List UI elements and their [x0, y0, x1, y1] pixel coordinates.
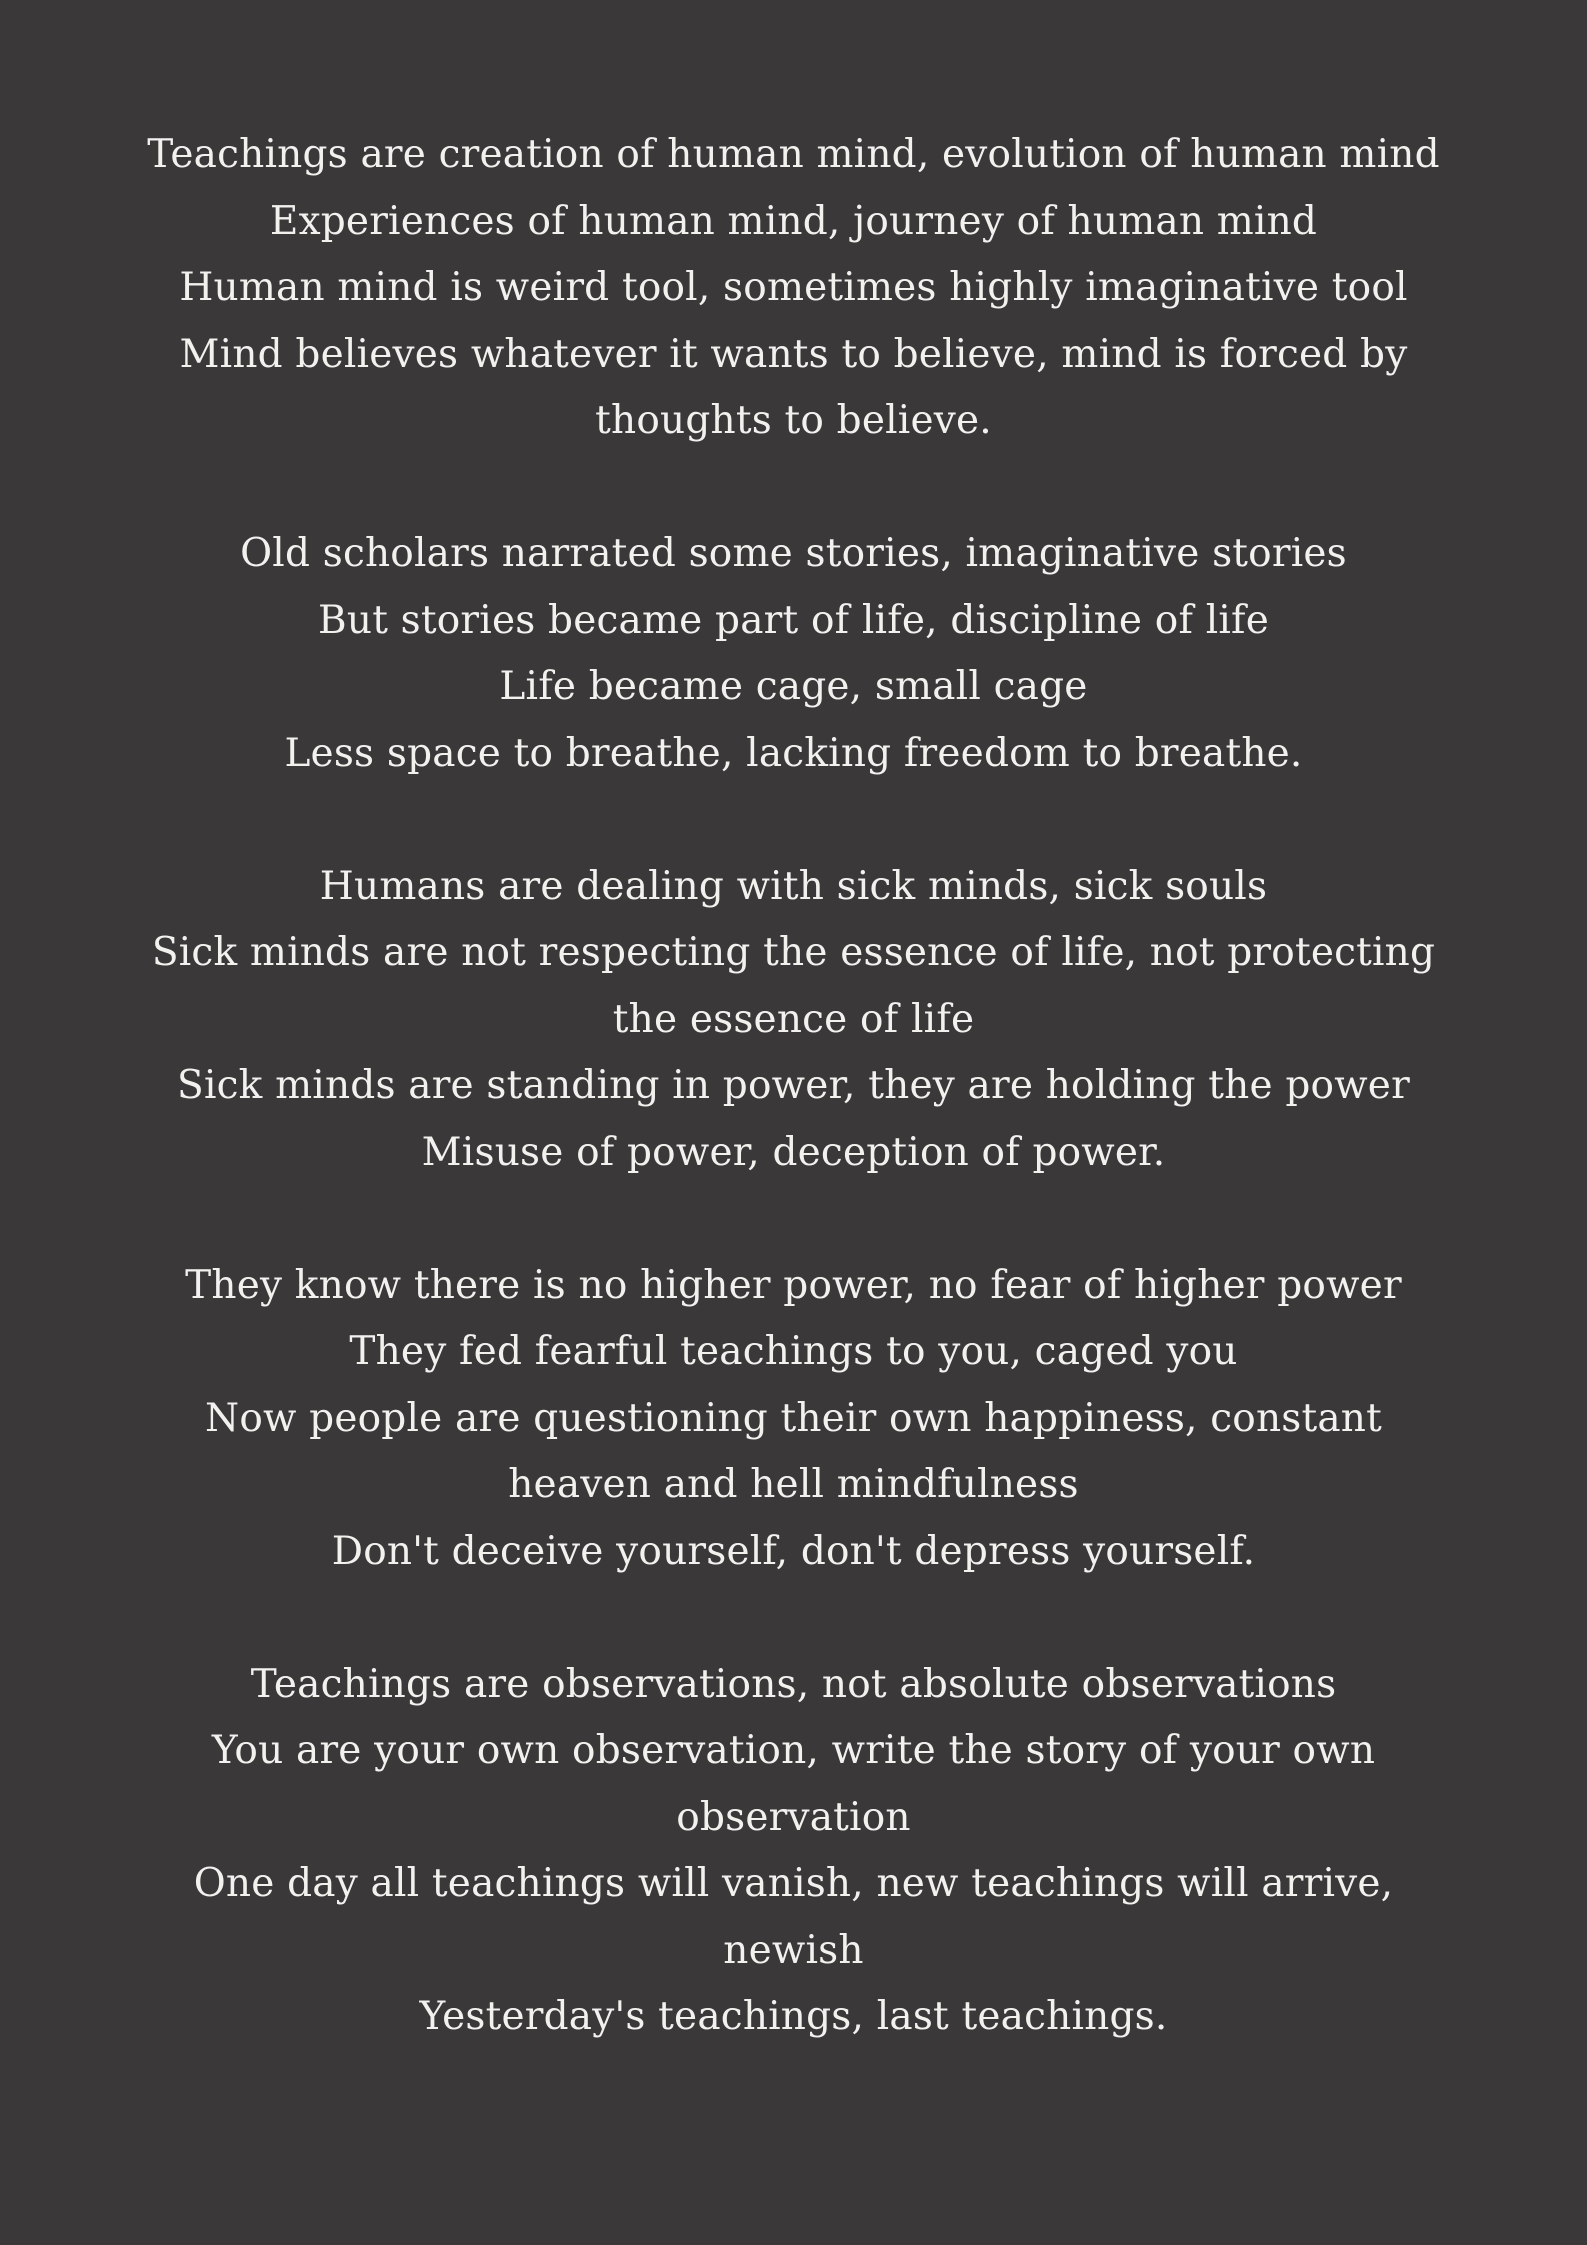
poem-line: Now people are questioning their own happiness, constant heaven and hell mindfulness — [205, 1395, 1382, 1507]
poem-line: Sick minds are standing in power, they are holding the power — [177, 1063, 1410, 1108]
poem-line: Teachings are observations, not absolute observations — [250, 1661, 1337, 1707]
poem-line: But stories became part of life, discipline of life — [318, 597, 1269, 643]
stanza-1 — [134, 122, 1454, 455]
poem-line: They know there is no higher power, no fear of higher power — [185, 1262, 1402, 1308]
poem-line: Experiences of human mind, journey of human mind — [269, 198, 1318, 244]
poem-line: Less space to breathe, lacking freedom to breathe. — [284, 730, 1303, 776]
poem-line: They fed fearful teachings to you, caged you — [349, 1329, 1238, 1374]
poem-line: Life became cage, small cage — [499, 664, 1088, 709]
poem-body — [134, 122, 1454, 2051]
stanza-2 — [134, 521, 1454, 787]
poem-line: Yesterday's teachings, last teachings. — [419, 1994, 1168, 2039]
poem-line: Don't deceive yourself, don't depress yourself. — [331, 1528, 1256, 1574]
poem-line: You are your own observation, write the story of your own observation — [211, 1728, 1376, 1840]
poem-line: Teachings are creation of human mind, evolution of human mind — [147, 132, 1440, 177]
poem-line: Old scholars narrated some stories, imaginative stories — [240, 531, 1347, 576]
stanza-4 — [134, 1253, 1454, 1586]
stanza-3 — [134, 854, 1454, 1187]
poem-line: Human mind is weird tool, sometimes highly imaginative tool — [179, 265, 1408, 310]
poem-line: One day all teachings will vanish, new teachings will arrive, newish — [193, 1861, 1394, 1973]
poem-line: Mind believes whatever it wants to believe, mind is forced by thoughts to believe. — [179, 331, 1408, 443]
poem-line: Sick minds are not respecting the essence of life, not protecting the essence of life — [151, 930, 1436, 1042]
poem-line: Misuse of power, deception of power. — [421, 1129, 1166, 1175]
stanza-5 — [134, 1652, 1454, 2051]
poem-line: Humans are dealing with sick minds, sick souls — [319, 863, 1268, 909]
